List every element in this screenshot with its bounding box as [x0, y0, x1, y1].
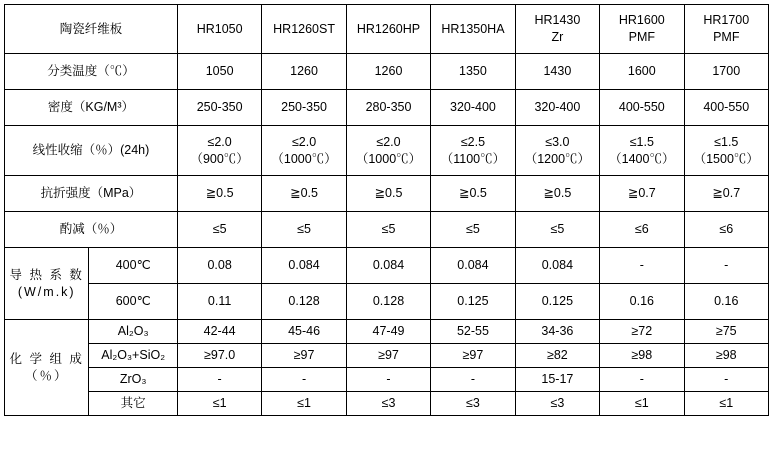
row-label-density: 密度（KG/M³） — [5, 90, 178, 126]
header-product-7 — [684, 5, 768, 54]
cell-composition-other-3: ≤3 — [346, 392, 430, 416]
cell-thermal-conductivity-400-1: 0.08 — [177, 248, 261, 284]
cell-composition-other-1: ≤1 — [177, 392, 261, 416]
cell-loss-on-ignition-3: ≤5 — [346, 212, 430, 248]
cell-composition-al2o3-sio2-2: ≥97 — [262, 344, 346, 368]
cell-thermal-conductivity-600-7: 0.16 — [684, 284, 768, 320]
cell-composition-al2o3-sio2-3: ≥97 — [346, 344, 430, 368]
cell-flexural-strength-5: ≧0.5 — [515, 176, 599, 212]
cell-composition-zro3-7: - — [684, 368, 768, 392]
cell-density-1: 250-350 — [177, 90, 261, 126]
cell-thermal-conductivity-600-5: 0.125 — [515, 284, 599, 320]
cell-flexural-strength-4: ≧0.5 — [431, 176, 515, 212]
row-label-chemical-composition — [5, 320, 89, 416]
cell-linear-shrinkage-1 — [177, 126, 261, 176]
cell-linear-shrinkage-4-value: ≤2.5 — [460, 134, 486, 149]
row-label-classification-temperature: 分类温度（℃） — [5, 54, 178, 90]
cell-thermal-conductivity-400-4: 0.084 — [431, 248, 515, 284]
cell-density-6: 400-550 — [600, 90, 684, 126]
cell-linear-shrinkage-2-temp: （1000℃） — [271, 151, 337, 166]
table-row-classification-temperature — [5, 54, 769, 90]
header-product-2 — [262, 5, 346, 54]
row-label-flexural-strength: 抗折强度（MPa） — [5, 176, 178, 212]
cell-linear-shrinkage-4-temp: （1100℃） — [440, 151, 506, 166]
sub-label-composition-al2o3-sio2: Al₂O₃+SiO₂ — [89, 344, 177, 368]
cell-composition-al2o3-sio2-4: ≥97 — [431, 344, 515, 368]
cell-composition-zro3-6: - — [600, 368, 684, 392]
header-product-3 — [346, 5, 430, 54]
cell-composition-other-4: ≤3 — [431, 392, 515, 416]
cell-composition-al2o3-sio2-5: ≥82 — [515, 344, 599, 368]
cell-composition-al2o3-5: 34-36 — [515, 320, 599, 344]
cell-classification-temperature-4: 1350 — [431, 54, 515, 90]
cell-linear-shrinkage-5-temp: （1200℃） — [524, 151, 591, 166]
table-row-thermal-conductivity-400 — [5, 248, 769, 284]
cell-density-4: 320-400 — [431, 90, 515, 126]
cell-density-7: 400-550 — [684, 90, 768, 126]
cell-composition-al2o3-2: 45-46 — [262, 320, 346, 344]
cell-composition-al2o3-1: 42-44 — [177, 320, 261, 344]
table-row-linear-shrinkage — [5, 126, 769, 176]
cell-thermal-conductivity-400-7: - — [684, 248, 768, 284]
cell-composition-other-6: ≤1 — [600, 392, 684, 416]
cell-flexural-strength-2: ≧0.5 — [262, 176, 346, 212]
row-label-linear-shrinkage: 线性收缩（％）(24h) — [5, 126, 178, 176]
cell-thermal-conductivity-400-5: 0.084 — [515, 248, 599, 284]
sub-label-thermal-conductivity-400: 400℃ — [89, 248, 177, 284]
cell-composition-al2o3-7: ≥75 — [684, 320, 768, 344]
cell-classification-temperature-7: 1700 — [684, 54, 768, 90]
table-header-row — [5, 5, 769, 54]
cell-linear-shrinkage-4 — [431, 126, 515, 176]
cell-loss-on-ignition-4: ≤5 — [431, 212, 515, 248]
cell-composition-zro3-3: - — [346, 368, 430, 392]
cell-thermal-conductivity-400-3: 0.084 — [346, 248, 430, 284]
table-row-density — [5, 90, 769, 126]
cell-classification-temperature-5: 1430 — [515, 54, 599, 90]
cell-composition-al2o3-sio2-6: ≥98 — [600, 344, 684, 368]
cell-linear-shrinkage-6-temp: （1400℃） — [609, 151, 675, 166]
cell-composition-zro3-4: - — [431, 368, 515, 392]
cell-composition-al2o3-sio2-7: ≥98 — [684, 344, 768, 368]
cell-loss-on-ignition-7: ≤6 — [684, 212, 768, 248]
cell-linear-shrinkage-1-value: ≤2.0 — [207, 134, 232, 149]
ceramic-fiber-board-spec-table — [4, 4, 769, 416]
cell-composition-al2o3-sio2-1: ≥97.0 — [177, 344, 261, 368]
cell-linear-shrinkage-6-value: ≤1.5 — [629, 134, 654, 149]
cell-density-2: 250-350 — [262, 90, 346, 126]
cell-flexural-strength-6: ≧0.7 — [600, 176, 684, 212]
cell-loss-on-ignition-2: ≤5 — [262, 212, 346, 248]
cell-composition-zro3-1: - — [177, 368, 261, 392]
table-row-loss-on-ignition — [5, 212, 769, 248]
cell-flexural-strength-3: ≧0.5 — [346, 176, 430, 212]
cell-linear-shrinkage-2 — [262, 126, 346, 176]
header-product-4-line1: HR1350HA — [441, 21, 505, 36]
cell-composition-zro3-2: - — [262, 368, 346, 392]
cell-composition-other-5: ≤3 — [515, 392, 599, 416]
cell-linear-shrinkage-3-value: ≤2.0 — [376, 134, 401, 149]
cell-linear-shrinkage-2-value: ≤2.0 — [291, 134, 317, 149]
cell-linear-shrinkage-7-value: ≤1.5 — [714, 134, 739, 149]
header-product-5-line1: HR1430 — [534, 13, 581, 28]
cell-linear-shrinkage-3-temp: （1000℃） — [355, 151, 422, 166]
cell-classification-temperature-3: 1260 — [346, 54, 430, 90]
cell-flexural-strength-7: ≧0.7 — [684, 176, 768, 212]
cell-thermal-conductivity-400-2: 0.084 — [262, 248, 346, 284]
header-product-6-line2: PMF — [628, 30, 655, 44]
header-corner-label: 陶瓷纤维板 — [5, 5, 178, 54]
cell-linear-shrinkage-3 — [346, 126, 430, 176]
cell-composition-zro3-5: 15-17 — [515, 368, 599, 392]
header-product-1 — [177, 5, 261, 54]
cell-thermal-conductivity-600-2: 0.128 — [262, 284, 346, 320]
cell-composition-al2o3-4: 52-55 — [431, 320, 515, 344]
cell-composition-al2o3-3: 47-49 — [346, 320, 430, 344]
cell-loss-on-ignition-1: ≤5 — [177, 212, 261, 248]
header-product-5-line2: Zr — [551, 30, 564, 44]
cell-linear-shrinkage-5-value: ≤3.0 — [545, 134, 570, 149]
sub-label-thermal-conductivity-600: 600℃ — [89, 284, 177, 320]
header-product-4 — [431, 5, 515, 54]
cell-loss-on-ignition-6: ≤6 — [600, 212, 684, 248]
sub-label-composition-other: 其它 — [89, 392, 177, 416]
table-row-flexural-strength — [5, 176, 769, 212]
row-label-loss-on-ignition: 酌减（％） — [5, 212, 178, 248]
cell-linear-shrinkage-7-temp: （1500℃） — [693, 151, 759, 166]
row-label-thermal-conductivity — [5, 248, 89, 320]
cell-linear-shrinkage-6 — [600, 126, 684, 176]
chemical-composition-label-line2: （％） — [24, 368, 69, 383]
header-product-6-line1: HR1600 — [618, 13, 665, 28]
cell-composition-other-7: ≤1 — [684, 392, 768, 416]
cell-flexural-strength-1: ≧0.5 — [177, 176, 261, 212]
chemical-composition-label-line1: 化 学 组 成 — [9, 351, 84, 366]
spec-sheet — [0, 4, 773, 465]
header-product-1-line1: HR1050 — [196, 21, 243, 36]
table-row-composition-other — [5, 392, 769, 416]
cell-classification-temperature-6: 1600 — [600, 54, 684, 90]
cell-thermal-conductivity-400-6: - — [600, 248, 684, 284]
cell-thermal-conductivity-600-3: 0.128 — [346, 284, 430, 320]
cell-linear-shrinkage-5 — [515, 126, 599, 176]
table-row-composition-al2o3-sio2 — [5, 344, 769, 368]
header-product-7-line2: PMF — [713, 30, 740, 44]
sub-label-composition-zro3: ZrO₃ — [89, 368, 177, 392]
table-row-composition-zro3 — [5, 368, 769, 392]
thermal-conductivity-label-line1: 导 热 系 数 — [9, 267, 84, 282]
table-row-thermal-conductivity-600 — [5, 284, 769, 320]
header-product-2-line1: HR1260ST — [273, 21, 335, 36]
thermal-conductivity-label-line2: (W/m.k) — [17, 284, 76, 299]
cell-thermal-conductivity-600-1: 0.11 — [177, 284, 261, 320]
cell-linear-shrinkage-7 — [684, 126, 768, 176]
cell-density-5: 320-400 — [515, 90, 599, 126]
cell-density-3: 280-350 — [346, 90, 430, 126]
cell-loss-on-ignition-5: ≤5 — [515, 212, 599, 248]
header-product-7-line1: HR1700 — [703, 13, 750, 28]
header-product-5 — [515, 5, 599, 54]
cell-composition-al2o3-6: ≥72 — [600, 320, 684, 344]
sub-label-composition-al2o3: Al₂O₃ — [89, 320, 177, 344]
cell-thermal-conductivity-600-4: 0.125 — [431, 284, 515, 320]
cell-composition-other-2: ≤1 — [262, 392, 346, 416]
cell-classification-temperature-1: 1050 — [177, 54, 261, 90]
cell-linear-shrinkage-1-temp: （900℃） — [190, 151, 249, 166]
table-row-composition-al2o3 — [5, 320, 769, 344]
cell-thermal-conductivity-600-6: 0.16 — [600, 284, 684, 320]
header-product-3-line1: HR1260HP — [356, 21, 421, 36]
header-product-6 — [600, 5, 684, 54]
cell-classification-temperature-2: 1260 — [262, 54, 346, 90]
